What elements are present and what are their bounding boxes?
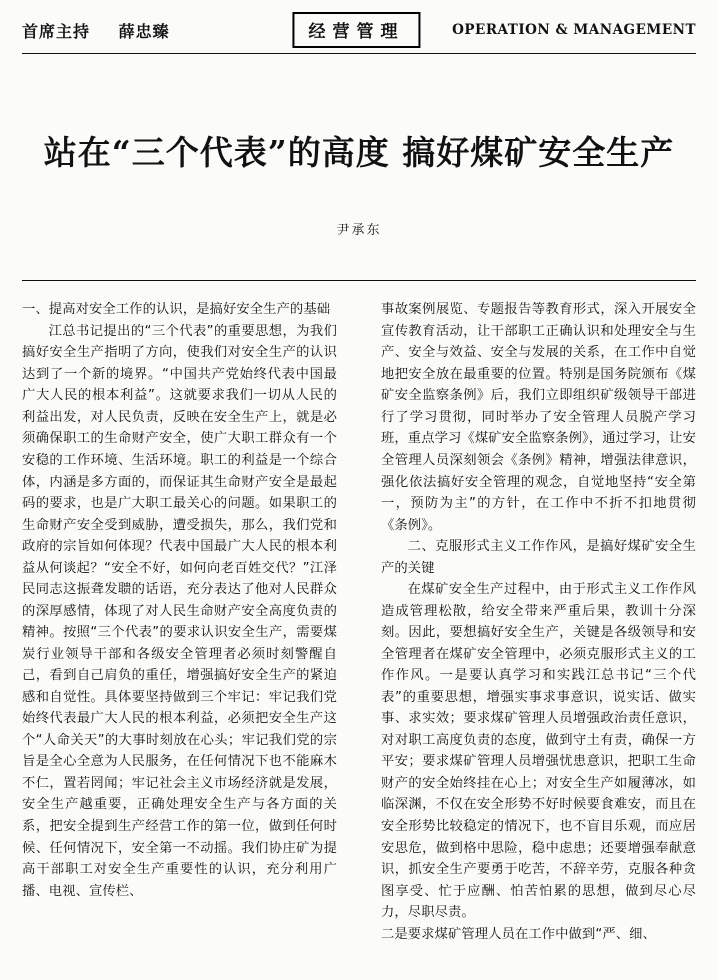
paragraph: 在煤矿安全生产过程中，由于形式主义工作作风造成管理松散，给安全带来严重后果，教训十分深刻。因此，要想搞好安全生产，关键是各级领导和安全管理者在煤矿安全管理中，必须克服形式主义的工作作风。一是要认真学习和实践江总书记“三个代表”的重要思想，增强实事求事意识，说实话、做实事、求实效；要求煤矿管理人员增强政治责任意识，对对职工高度负责的态度，做到守土有责，确保一方平安；要求煤矿管理人员增强忧患意识，把职工生命财产的安全始终挂在心上；对安全生产如履薄冰，如临深渊，不仅在安全形势不好时候要食难安，而且在安全形势比较稳定的情况下，也不盲目乐观，而应居安思危，做到格中思险，稳中虑患；还要增强奉献意识，抓安全生产要勇于吃苦，不辞辛劳，克服各种贪图享受、忙于应酬、怕苦怕累的思想，做到尽心尽力，尽职尽责。: [381, 582, 696, 921]
header-host: [22, 19, 170, 42]
column-left: [22, 299, 337, 959]
header-section-english: OPERATION & MANAGEMENT: [452, 22, 696, 38]
page-header: [22, 10, 696, 50]
paragraph: 二是要求煤矿管理人员在工作中做到“严、细、: [381, 926, 656, 942]
header-section-badge: 经营管理: [292, 12, 420, 48]
column-right: [381, 299, 696, 959]
title-block: [22, 132, 696, 238]
title-divider: [22, 280, 696, 281]
article-author: 尹承东: [336, 223, 382, 239]
header-host-name: 薛忠臻: [118, 21, 170, 41]
page-title: 站在“三个代表”的高度 搞好煤矿安全生产: [43, 133, 675, 172]
paragraph: 江总书记提出的“三个代表”的重要思想，为我们搞好安全生产指明了方向，使我们对安全生产的认识达到了一个新的境界。“中国共产党始终代表中国最广大人民的根本利益”。这就要求我们一切从人民的利益出发，对人民负责，反映在安全生产上，就是必须确保职工的生命财产安全，使广大职工群众有一个安稳的工作环境、生活环境。职工的利益是一个综合体，内涵是多方面的，而保证其生命财产安全是最起码的要求，也是广大职工最关心的问题。如果职工的生命财产安全受到威胁，遭受损失，那么，我们党和政府的宗旨如何体现？代表中国最广大人民的根本利益从何谈起？“安全不好，如何向老百姓交代？”江泽民同志这振聋发聩的话语，充分表达了他对人民群众的深厚感情，体现了对人民生命财产安全高度负责的精神。按照“三个代表”的要求认识安全生产，需要煤炭行业领导干部和各级安全管理者必须时刻警醒自己，看到自己肩负的重任，增强搞好安全生产的紧迫感和自觉性。具体要坚持做到三个牢记：牢记我们党始终代表最广大人民的根本利益，必须把安全生产这个“人命关天”的大事时刻放在心头；牢记我们党的宗旨是全心全意为人民服务，在任何情况下也不能麻木不仁，置若罔闻；牢记社会主义市场经济就是发展，安全生产越重要，正确处理安全生产与各方面的关系，把安全提到生产经营工作的第一位，做到任何时候、任何情况下，安全第一不动摇。我们协庄矿为提高干部职工对安全生产重要性的认识，充分利用广播、电视、宣传栏、: [22, 323, 337, 899]
article-body: [22, 299, 696, 959]
paragraph: 一、提高对安全工作的认识，是搞好安全生产的基础: [22, 302, 331, 318]
header-host-label: 首席主持: [22, 21, 91, 41]
paragraph: 事故案例展览、专题报告等教育形式，深入开展安全宣传教育活动，让干部职工正确认识和处理安全与生产、安全与效益、安全与发展的关系，在工作中自觉地把安全放在最重要的位置。特别是国务院颁布《煤矿安全监察条例》后，我们立即组织矿级领导干部进行了学习贯彻，同时举办了安全管理人员脱产学习班，重点学习《煤矿安全监察条例》，通过学习，让安全管理人员深刻领会《条例》精神，增强法律意识，强化依法搞好安全管理的观念，自觉地坚持“安全第一，预防为主”的方针，在工作中不折不扣地贯彻《条例》。: [381, 302, 696, 533]
header-divider: [22, 53, 696, 54]
paragraph: 二、克服形式主义工作作风，是搞好煤矿安全生产的关键: [381, 539, 696, 576]
